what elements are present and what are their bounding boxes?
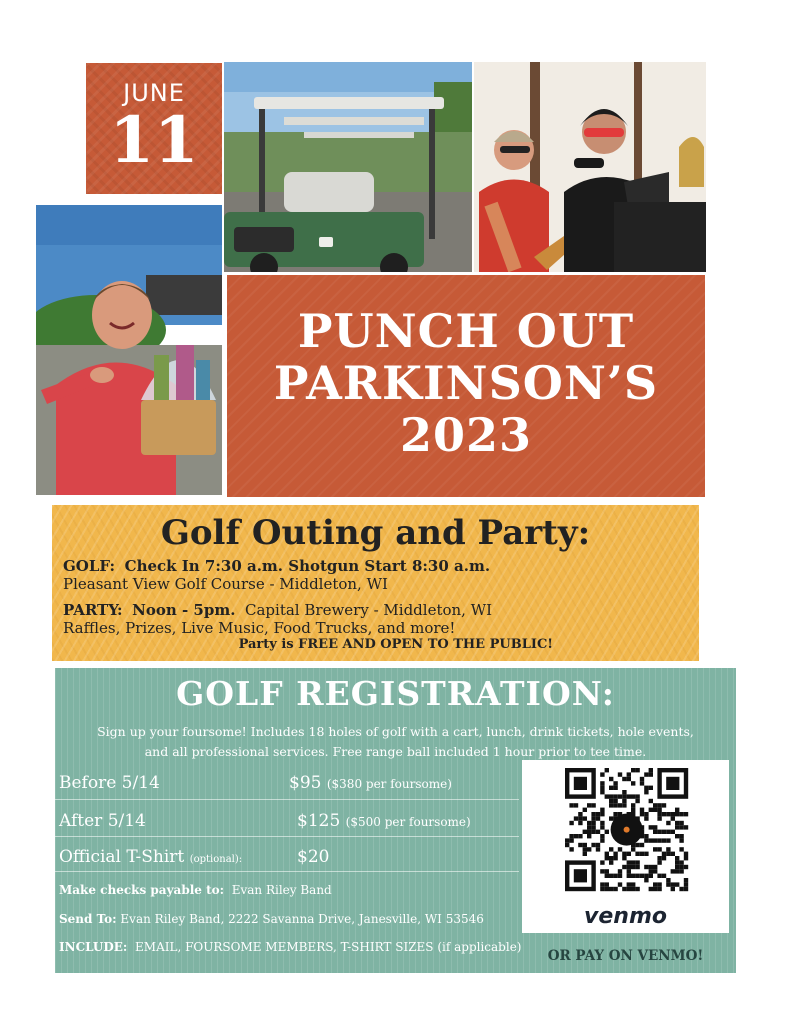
include-line [59, 939, 522, 955]
registration-description [55, 722, 736, 762]
include-value: EMAIL, FOURSOME MEMBERS, T-SHIRT SIZES (if applicable) [135, 940, 522, 954]
checks-payable-line [59, 882, 332, 898]
event-title [227, 275, 705, 497]
title-line-2: PARKINSON’S [273, 356, 659, 410]
band-photo [474, 62, 706, 272]
golf-times: Check In 7:30 a.m. Shotgun Start 8:30 a.m. [124, 557, 491, 575]
registration-heading: GOLF REGISTRATION: [176, 674, 615, 713]
party-location: Capital Brewery - Middleton, WI [245, 601, 493, 619]
price-after-note: ($500 per foursome) [345, 815, 471, 829]
price-tshirt: $20 [297, 847, 330, 867]
golf-outing-panel [52, 505, 699, 661]
price-divider [55, 871, 519, 872]
outing-heading: Golf Outing and Party: [160, 513, 591, 553]
price-label-after: After 5/14 [59, 811, 146, 831]
title-line-3: 2023 [399, 408, 533, 462]
title-line-1: PUNCH OUT [297, 304, 635, 358]
price-before: $95 [289, 773, 322, 793]
price-value-after [297, 810, 471, 833]
party-free-note: Party is FREE AND OPEN TO THE PUBLIC! [238, 637, 553, 652]
party-extras: Raffles, Prizes, Live Music, Food Trucks, and more! [63, 619, 456, 637]
date-month: JUNE [123, 79, 185, 107]
registration-description-line-1: Sign up your foursome! Includes 18 holes of golf with a cart, lunch, drink tickets, hole events, [97, 724, 694, 739]
party-label: PARTY: [63, 601, 123, 619]
tshirt-optional: (optional): [189, 854, 243, 865]
party-line [63, 601, 699, 619]
golf-carts-photo [224, 62, 472, 272]
price-before-note: ($380 per foursome) [326, 777, 452, 791]
golf-location: Pleasant View Golf Course - Middleton, WI [63, 575, 388, 593]
checks-value: Evan Riley Band [231, 883, 332, 897]
venmo-cta: OR PAY ON VENMO! [547, 948, 704, 964]
send-to-line [59, 911, 484, 927]
checks-label: Make checks payable to: [59, 883, 225, 897]
send-label: Send To: [59, 912, 117, 926]
registration-description-line-2: and all professional services. Free range ball included 1 hour prior to tee time. [144, 744, 647, 759]
date-day: 11 [109, 103, 199, 178]
party-time: Noon - 5pm. [132, 601, 236, 619]
send-value: Evan Riley Band, 2222 Savanna Drive, Janesville, WI 53546 [120, 912, 484, 926]
man-with-basket-photo [36, 205, 222, 495]
include-label: INCLUDE: [59, 940, 128, 954]
price-divider [55, 836, 519, 837]
golf-label: GOLF: [63, 557, 116, 575]
price-label-before: Before 5/14 [59, 773, 160, 793]
price-after: $125 [297, 811, 341, 831]
event-date-badge [86, 63, 222, 194]
venmo-logo: venmo [584, 904, 667, 929]
golf-times-line [63, 557, 699, 575]
tshirt-label: Official T-Shirt [59, 847, 185, 867]
price-value-before [289, 772, 452, 795]
price-label-tshirt [59, 846, 242, 871]
qr-code-graphic [522, 760, 729, 900]
price-divider [55, 799, 519, 800]
